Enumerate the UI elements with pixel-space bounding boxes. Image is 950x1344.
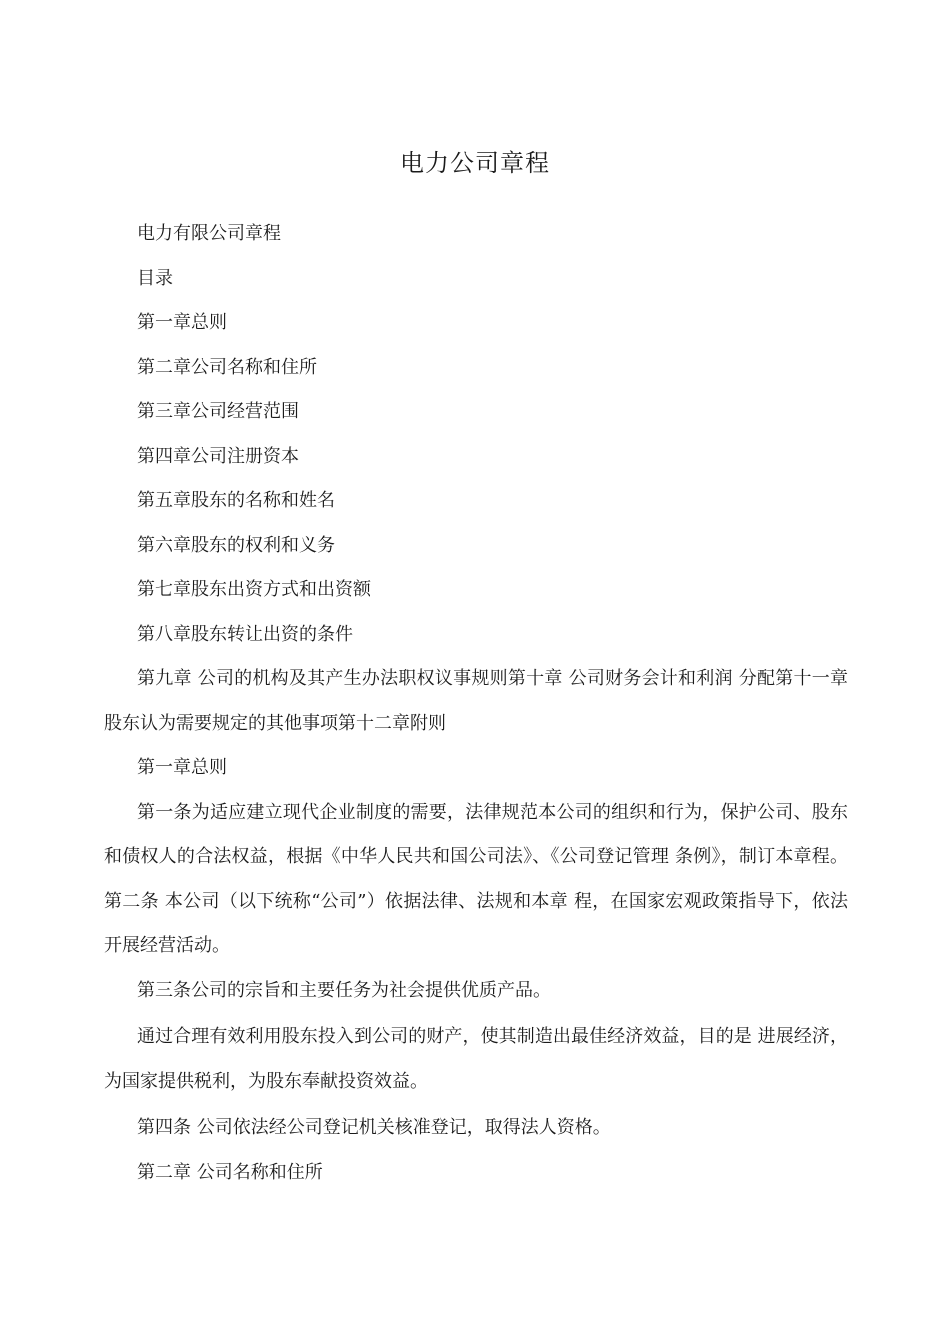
toc-item-chapter-4: 第四章公司注册资本	[137, 445, 299, 467]
toc-item-chapters-9-12: 第九章 公司的机构及其产生办法职权议事规则第十章 公司财务会计和利润 分配第十一章股东认为需要规定的其他事项第十二章附则	[104, 668, 848, 734]
article-3-purpose-text: 通过合理有效利用股东投入到公司的财产，使其制造出最佳经济效益，目的是 进展经济，为国家提供税利，为股东奉献投资效益。	[104, 1026, 848, 1092]
chapter-1-heading: 第一章总则	[137, 757, 227, 778]
toc-item-chapter-2: 第二章公司名称和住所	[137, 356, 317, 378]
toc-item-chapter-8: 第八章股东转让出资的条件	[137, 623, 353, 645]
toc-item-chapter-5: 第五章股东的名称和姓名	[137, 490, 335, 511]
article-3-text: 第三条公司的宗旨和主要任务为社会提供优质产品。	[137, 979, 551, 1001]
paragraph-toc-heading: 目录	[137, 267, 173, 289]
article-1-2-text: 第一条为适应建立现代企业制度的需要，法律规范本公司的组织和行为，保护公司、股东和债权人的合法权益，根据《中华人民共和国公司法》、《公司登记管理 条例》，制订本章程。第二条 本公司（以下统称“公司”）依据法律、法规和本章 程，在国家宏观政策指导下，依法开展经营活动。	[104, 801, 848, 956]
chapter-2-heading: 第二章 公司名称和住所	[137, 1161, 323, 1183]
toc-item-chapter-1: 第一章总则	[137, 312, 227, 333]
toc-item-chapter-6: 第六章股东的权利和义务	[137, 534, 335, 556]
toc-item-chapter-3: 第三章公司经营范围	[137, 401, 299, 422]
toc-item-chapter-7: 第七章股东出资方式和出资额	[137, 579, 371, 600]
paragraph-company-charter: 电力有限公司章程	[137, 223, 281, 244]
article-4-text: 第四条 公司依法经公司登记机关核准登记，取得法人资格。	[137, 1117, 611, 1138]
document-title: 电力公司章程	[400, 149, 550, 177]
document-body	[104, 212, 848, 1195]
